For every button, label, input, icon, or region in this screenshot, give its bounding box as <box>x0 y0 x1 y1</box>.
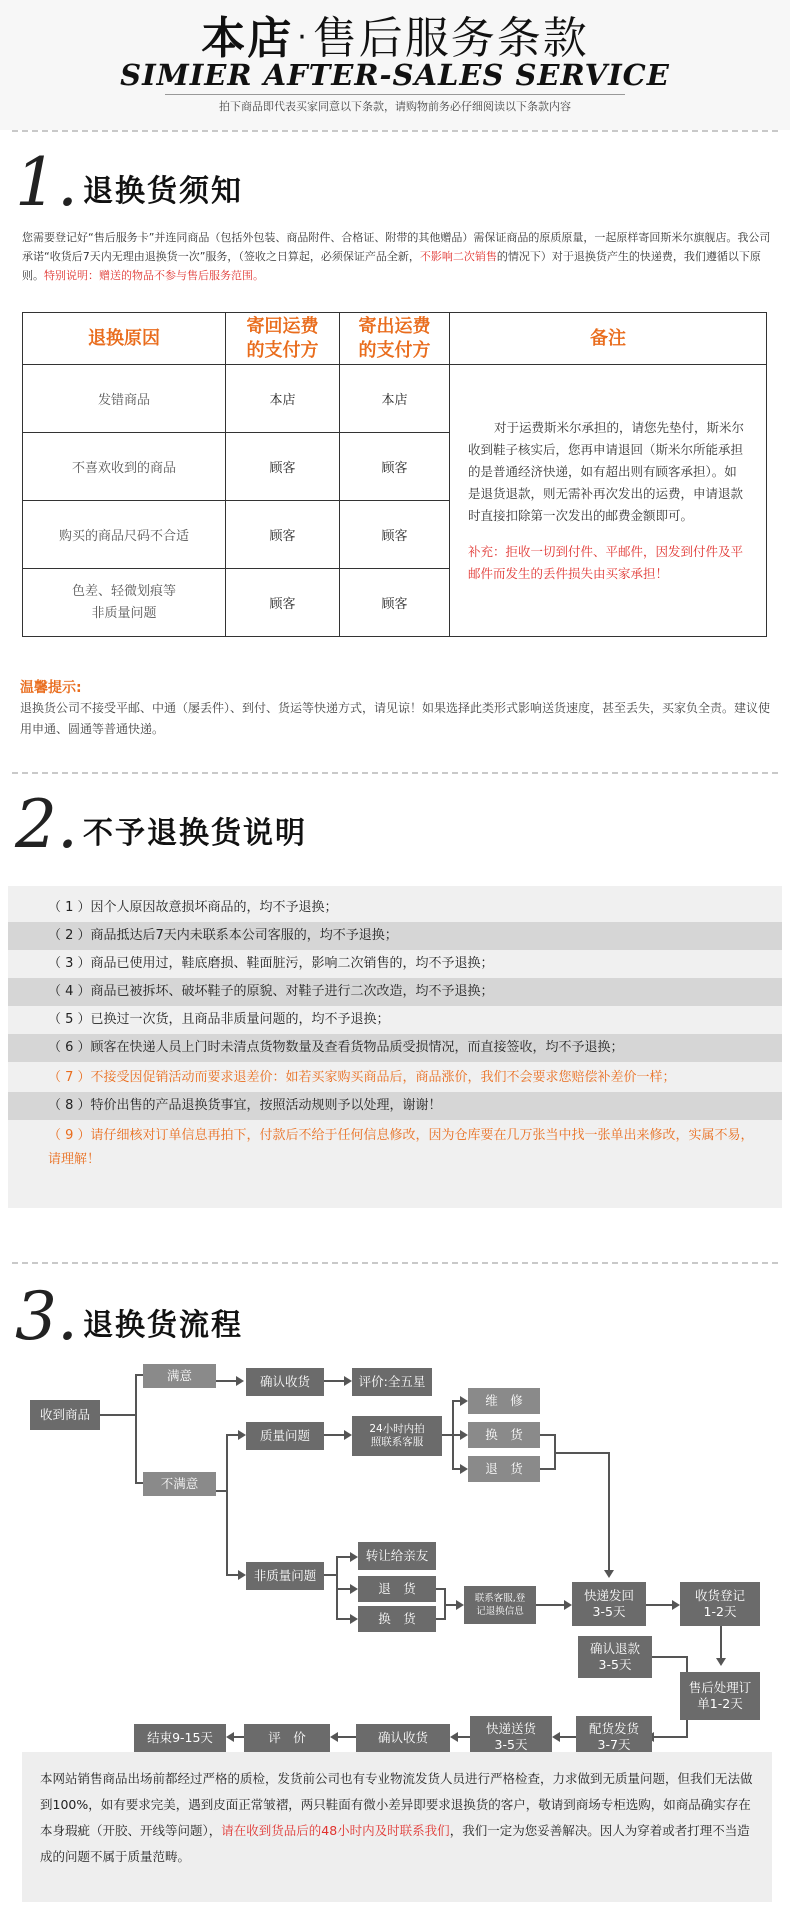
flow-received: 收到商品 <box>30 1400 100 1430</box>
rule-item: （ 7 ）不接受因促销活动而要求退差价：如若买家购买商品后，商品涨价，我们不会要求您赔偿补差价一样； <box>48 1070 676 1085</box>
title-bold: 本店 <box>201 13 294 64</box>
flow-express-delivery: 快递送货 3-5天 <box>470 1716 552 1758</box>
col-header-note: 备注 <box>450 313 767 365</box>
cell-send-fee: 顾客 <box>340 433 450 501</box>
flow-satisfied: 满意 <box>143 1364 216 1388</box>
section2-title: 不予退换货说明 <box>83 816 307 851</box>
rule-item: （ 5 ）已换过一次货，且商品非质量问题的，均不予退换； <box>48 1012 390 1027</box>
connector <box>556 1452 608 1454</box>
dashed-divider <box>12 130 778 132</box>
intro-special-note: 特别说明：赠送的物品不参与售后服务范围。 <box>44 269 264 282</box>
flow-rate-five-star: 评价:全五星 <box>352 1368 432 1396</box>
arrow-right <box>238 1430 246 1440</box>
flow-non-quality-issue: 非质量问题 <box>246 1562 324 1590</box>
table-row <box>23 365 767 433</box>
connector <box>652 1656 688 1658</box>
arrow-right <box>460 1396 468 1406</box>
connector <box>652 1736 688 1738</box>
arrow-right <box>350 1552 358 1562</box>
flow-register-info: 联系客服,登 记退换信息 <box>464 1586 536 1624</box>
arrow-right <box>672 1600 680 1610</box>
page-subtitle: SIMIER AFTER-SALES SERVICE <box>120 58 670 92</box>
col-header-return-fee: 寄回运费 的支付方 <box>226 313 340 365</box>
arrow-left <box>450 1732 458 1742</box>
cell-note <box>450 365 767 637</box>
rule-item: （ 6 ）顾客在快递人员上门时未清点货物数量及查看货物品质受损情况，而直接签收，均不予退换； <box>8 1034 782 1062</box>
header <box>0 0 790 130</box>
cell-reason: 色差、轻微划痕等 非质量问题 <box>23 569 226 637</box>
section1-intro <box>22 228 774 285</box>
cell-return-fee: 顾客 <box>226 433 340 501</box>
connector <box>444 1588 446 1618</box>
cell-send-fee: 顾客 <box>340 501 450 569</box>
quality-statement <box>22 1752 772 1902</box>
cell-reason: 购买的商品尺码不合适 <box>23 501 226 569</box>
statement-text-c: ，我们一定为您妥善解决。因人为穿着或者打理不当造成的问题不属于质量范畴。 <box>40 1823 750 1864</box>
flow-transfer: 转让给亲友 <box>358 1542 436 1570</box>
arrow-down <box>716 1658 726 1666</box>
connector <box>686 1720 688 1736</box>
tips-text: 退换货公司不接受平邮、中通（屡丢件）、到付、货运等快递方式，请见谅！如果选择此类形式影响送货速度，甚至丢失，买家负全责。建议使用申通、圆通等普通快递。 <box>20 701 771 736</box>
section1-number: 1. <box>15 144 78 221</box>
flow-ship-goods: 配货发货 3-7天 <box>576 1716 652 1758</box>
connector <box>336 1556 338 1618</box>
flow-exchange-nonquality: 换 货 <box>358 1606 436 1632</box>
cell-send-fee: 顾客 <box>340 569 450 637</box>
flow-end: 结束9-15天 <box>134 1724 226 1752</box>
rule-item: （ 9 ）请仔细核对订单信息再拍下，付款后不给于任何信息修改，因为仓库要在几万张当中找一张单出来修改，实属不易，请理解！ <box>48 1128 754 1167</box>
arrow-left <box>226 1732 234 1742</box>
table-header-row <box>23 313 767 365</box>
connector <box>608 1452 610 1572</box>
flow-return-quality: 退 货 <box>468 1456 540 1482</box>
col-header-reason: 退换原因 <box>23 313 226 365</box>
connector <box>558 1736 576 1738</box>
flow-confirm-receipt-2: 确认收货 <box>356 1724 450 1752</box>
cell-return-fee: 顾客 <box>226 501 340 569</box>
flow-express-back: 快递发回 3-5天 <box>572 1582 646 1626</box>
note-extra: 补充：拒收一切到付件、平邮件，因发到付件及平邮件而发生的丢件损失由买家承担！ <box>468 543 744 581</box>
shipping-fee-table <box>22 312 767 637</box>
connector <box>100 1414 135 1416</box>
section3-title: 退换货流程 <box>83 1308 243 1343</box>
connector <box>135 1374 137 1482</box>
cell-reason: 不喜欢收到的商品 <box>23 433 226 501</box>
flow-confirm-receipt: 确认收货 <box>246 1368 324 1396</box>
title-dot: · <box>297 20 309 55</box>
arrow-right <box>350 1584 358 1594</box>
header-note: 拍下商品即代表买家同意以下条款，请购物前务必仔细阅读以下条款内容 <box>219 100 571 113</box>
arrow-down <box>604 1570 614 1578</box>
rule-item: （ 2 ）商品抵达后7天内未联系本公司客服的，均不予退换； <box>8 922 782 950</box>
flow-return-nonquality: 退 货 <box>358 1576 436 1602</box>
connector <box>135 1482 143 1484</box>
rule-item: （ 8 ）特价出售的产品退换货事宜，按照活动规则予以处理，谢谢！ <box>8 1092 782 1120</box>
arrow-right <box>460 1430 468 1440</box>
intro-text-a: 您需要登记好“售后服务卡”并连同商品（包括外包装、商品附件、合格证、附带的其他赠品）需保证商品的原质原量，一起原样寄回斯米尔旗舰店。我公司承诺“收货后7天内无理由退换货一次”服务，（签收之日算起，必须保证产品全新， <box>22 231 771 263</box>
arrow-right <box>350 1614 358 1624</box>
connector <box>686 1656 688 1672</box>
cell-send-fee: 本店 <box>340 365 450 433</box>
cell-return-fee: 本店 <box>226 365 340 433</box>
flow-confirm-refund: 确认退款 3-5天 <box>578 1636 652 1678</box>
flow-unsatisfied: 不满意 <box>143 1472 216 1496</box>
connector <box>135 1374 143 1376</box>
arrow-right <box>238 1570 246 1580</box>
arrow-right <box>564 1600 572 1610</box>
dashed-divider <box>12 1262 778 1264</box>
connector <box>536 1604 566 1606</box>
tips-title: 温馨提示: <box>20 680 82 696</box>
statement-text-a: 本网站销售商品出场前都经过严格的质检，发货前公司也有专业物流发货人员进行严格检查，力求做到无质量问题，但我们无法做到100%，如有要求完美，遇到皮面正常皱褶，两只鞋面有微小差异即要求退换货的客户，敬请到商场专柜选购，如商品确实存在本身瑕疵（开胶、开线等问题）， <box>40 1771 753 1838</box>
title-rest: 售后服务条款 <box>312 13 589 64</box>
arrow-right <box>344 1430 352 1440</box>
intro-text-c: 的情况下）对于退换货产生的快递费，我们遵循以下原则。 <box>22 250 761 282</box>
no-return-rules <box>8 886 782 1208</box>
flow-after-sale-process: 售后处理订 单1-2天 <box>680 1672 760 1720</box>
flow-exchange-quality: 换 货 <box>468 1422 540 1448</box>
flow-repair: 维 修 <box>468 1388 540 1414</box>
flow-receive-register: 收货登记 1-2天 <box>680 1582 760 1626</box>
arrow-right <box>344 1376 352 1386</box>
connector <box>336 1736 356 1738</box>
connector <box>324 1434 346 1436</box>
section2-number: 2. <box>15 786 78 863</box>
dashed-divider <box>12 772 778 774</box>
section1-title: 退换货须知 <box>83 174 243 209</box>
connector <box>226 1434 228 1574</box>
rule-item: （ 4 ）商品已被拆坏、破坏鞋子的原貌、对鞋子进行二次改造，均不予退换； <box>8 978 782 1006</box>
intro-highlight: 不影响二次销售 <box>419 250 497 263</box>
statement-contact-highlight: 请在收到货品后的48小时内及时联系我们 <box>221 1823 450 1838</box>
cell-return-fee: 顾客 <box>226 569 340 637</box>
connector <box>456 1736 470 1738</box>
col-header-send-fee: 寄出运费 的支付方 <box>340 313 450 365</box>
return-flowchart <box>0 1320 790 1752</box>
note-main: 对于运费斯米尔承担的，请您先垫付，斯米尔收到鞋子核实后，您再申请退回（斯米尔所能承担的是普通经济快递，如有超出则有顾客承担）。如是退货退款，则无需补再次发出的运费，申请退款时直接扣除第一次发出的邮费金额即可。 <box>468 419 745 523</box>
connector <box>646 1604 674 1606</box>
page-title <box>0 2 790 66</box>
connector <box>720 1626 722 1660</box>
flow-quality-issue: 质量问题 <box>246 1422 324 1450</box>
connector <box>324 1380 346 1382</box>
cell-reason: 发错商品 <box>23 365 226 433</box>
section3-number: 3. <box>15 1278 78 1355</box>
rule-item: （ 1 ）因个人原因故意损坏商品的，均不予退换； <box>48 900 338 915</box>
arrow-right <box>236 1376 244 1386</box>
flow-rate: 评 价 <box>244 1724 330 1752</box>
rule-item: （ 3 ）商品已使用过，鞋底磨损、鞋面脏污，影响二次销售的，均不予退换； <box>48 956 494 971</box>
header-divider <box>165 94 625 95</box>
arrow-left <box>330 1732 338 1742</box>
connector <box>436 1618 446 1620</box>
arrow-left <box>552 1732 560 1742</box>
flow-contact-service: 24小时内拍 照联系客服 <box>352 1416 442 1456</box>
arrow-right <box>456 1600 464 1610</box>
arrow-right <box>460 1464 468 1474</box>
